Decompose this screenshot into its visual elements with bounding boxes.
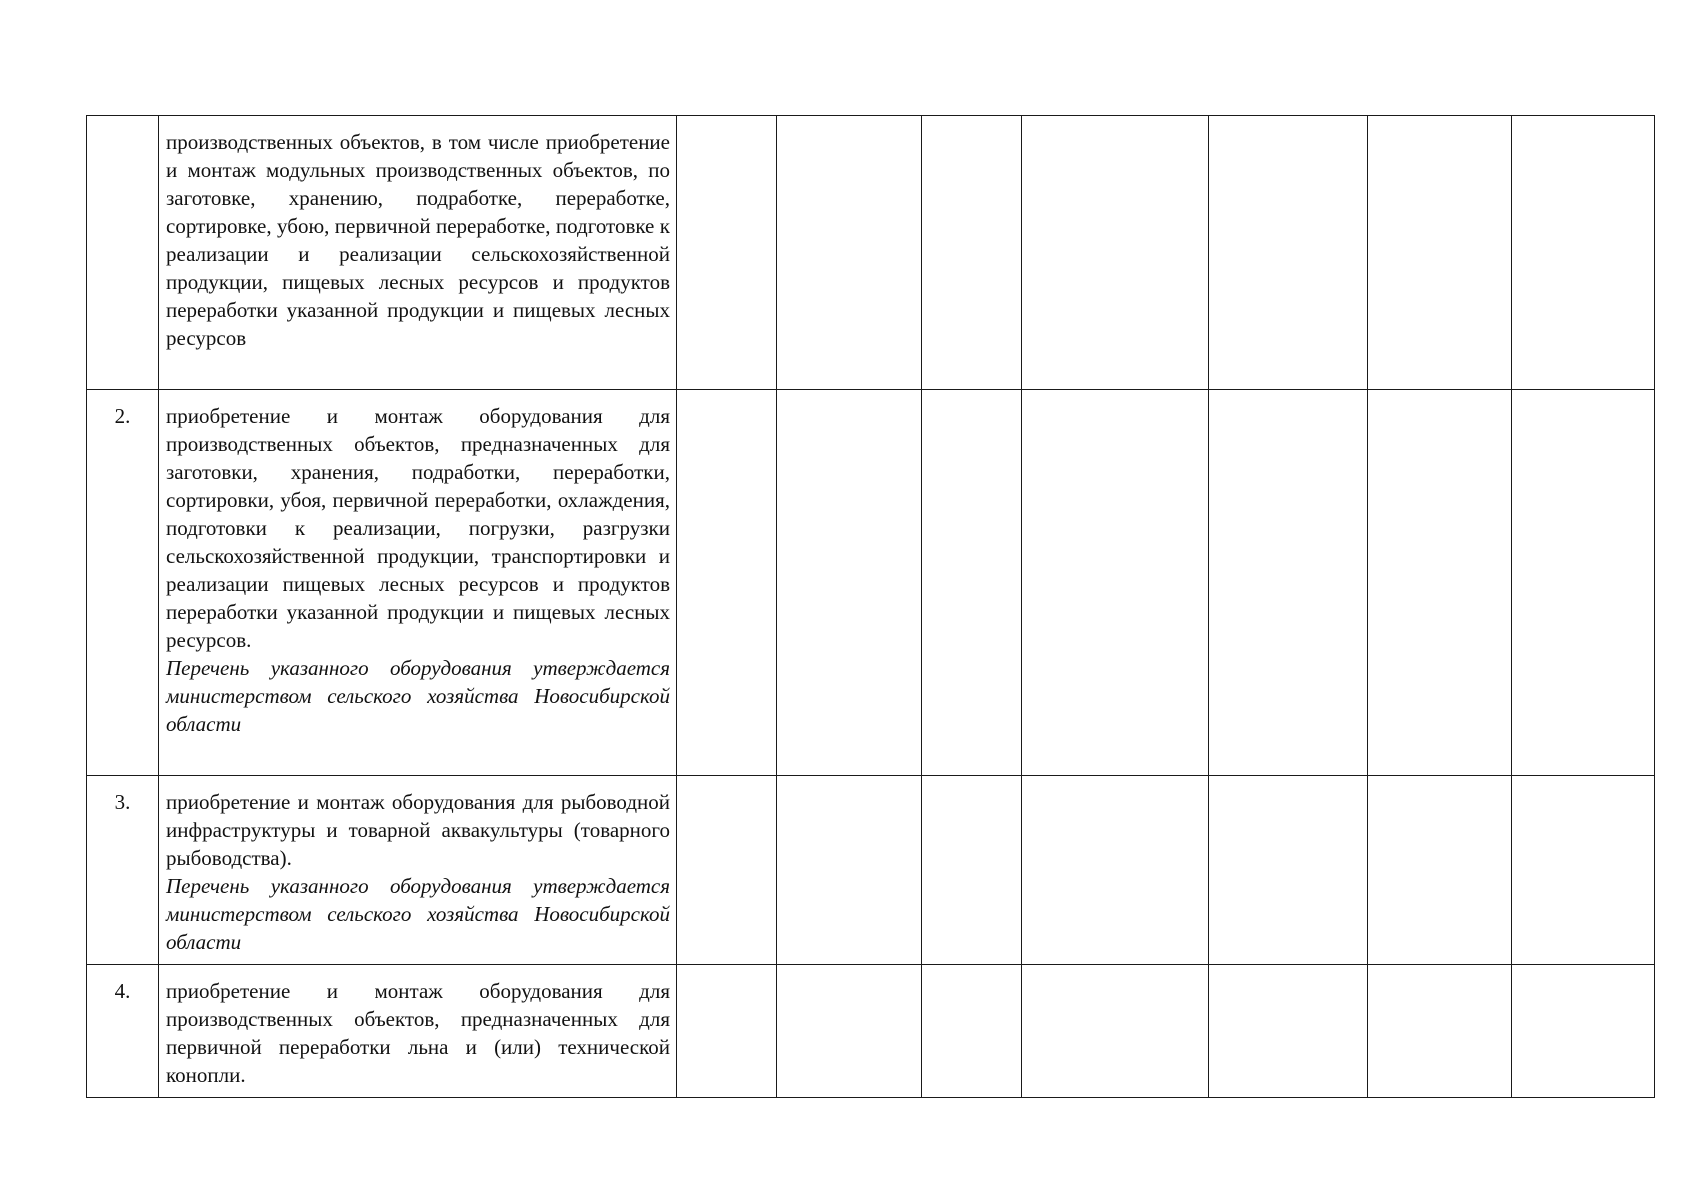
empty-cell [922,390,1022,776]
empty-cell [922,116,1022,390]
empty-cell [1368,390,1512,776]
description-cell [159,965,677,1098]
empty-cell [1022,965,1209,1098]
row-number-cell: 2. [87,390,159,776]
empty-cell [1022,390,1209,776]
empty-cell [1368,116,1512,390]
description-cell [159,390,677,776]
description-cell [159,776,677,965]
empty-cell [1368,965,1512,1098]
empty-cell [1209,776,1368,965]
empty-cell [922,965,1022,1098]
description-note: Перечень указанного оборудования утверждается министерством сельского хозяйства Новосибирской области [166,874,670,954]
row-number-cell [87,116,159,390]
empty-cell [777,116,922,390]
empty-cell [1022,776,1209,965]
empty-cell [1512,776,1655,965]
description-cell [159,116,677,390]
empty-cell [677,776,777,965]
empty-cell [1512,390,1655,776]
empty-cell [677,116,777,390]
empty-cell [677,965,777,1098]
row-number-cell: 4. [87,965,159,1098]
description-text: производственных объектов, в том числе приобретение и монтаж модульных производственных объектов, по заготовке, хранению, подработке, переработке, сортировке, убою, первичной переработке, подготовке к реализации и реализации сельскохозяйственной продукции, пищевых лесных ресурсов и продуктов переработки указанной продукции и пищевых лесных ресурсов [166,130,670,350]
empty-cell [1209,965,1368,1098]
empty-cell [1368,776,1512,965]
empty-cell [777,390,922,776]
empty-cell [1512,116,1655,390]
document-table [86,115,1655,1098]
description-text: приобретение и монтаж оборудования для производственных объектов, предназначенных для заготовки, хранения, подработки, переработки, сортировки, убоя, первичной переработки, охлаждения, подготовки к реализации, погрузки, разгрузки сельскохозяйственной продукции, транспортировки и реализации пищевых лесных ресурсов и продуктов переработки указанной продукции и пищевых лесных ресурсов. [166,404,670,652]
empty-cell [1209,390,1368,776]
description-text: приобретение и монтаж оборудования для производственных объектов, предназначенных для первичной переработки льна и (или) технической конопли. [166,979,670,1087]
row-number-cell: 3. [87,776,159,965]
table-row [87,116,1655,390]
empty-cell [1512,965,1655,1098]
empty-cell [1022,116,1209,390]
description-text: приобретение и монтаж оборудования для рыбоводной инфраструктуры и товарной аквакультуры (товарного рыбоводства). [166,790,670,870]
empty-cell [777,776,922,965]
empty-cell [677,390,777,776]
empty-cell [1209,116,1368,390]
description-note: Перечень указанного оборудования утверждается министерством сельского хозяйства Новосибирской области [166,656,670,736]
table-row [87,390,1655,776]
table-row [87,776,1655,965]
empty-cell [922,776,1022,965]
table-row [87,965,1655,1098]
empty-cell [777,965,922,1098]
